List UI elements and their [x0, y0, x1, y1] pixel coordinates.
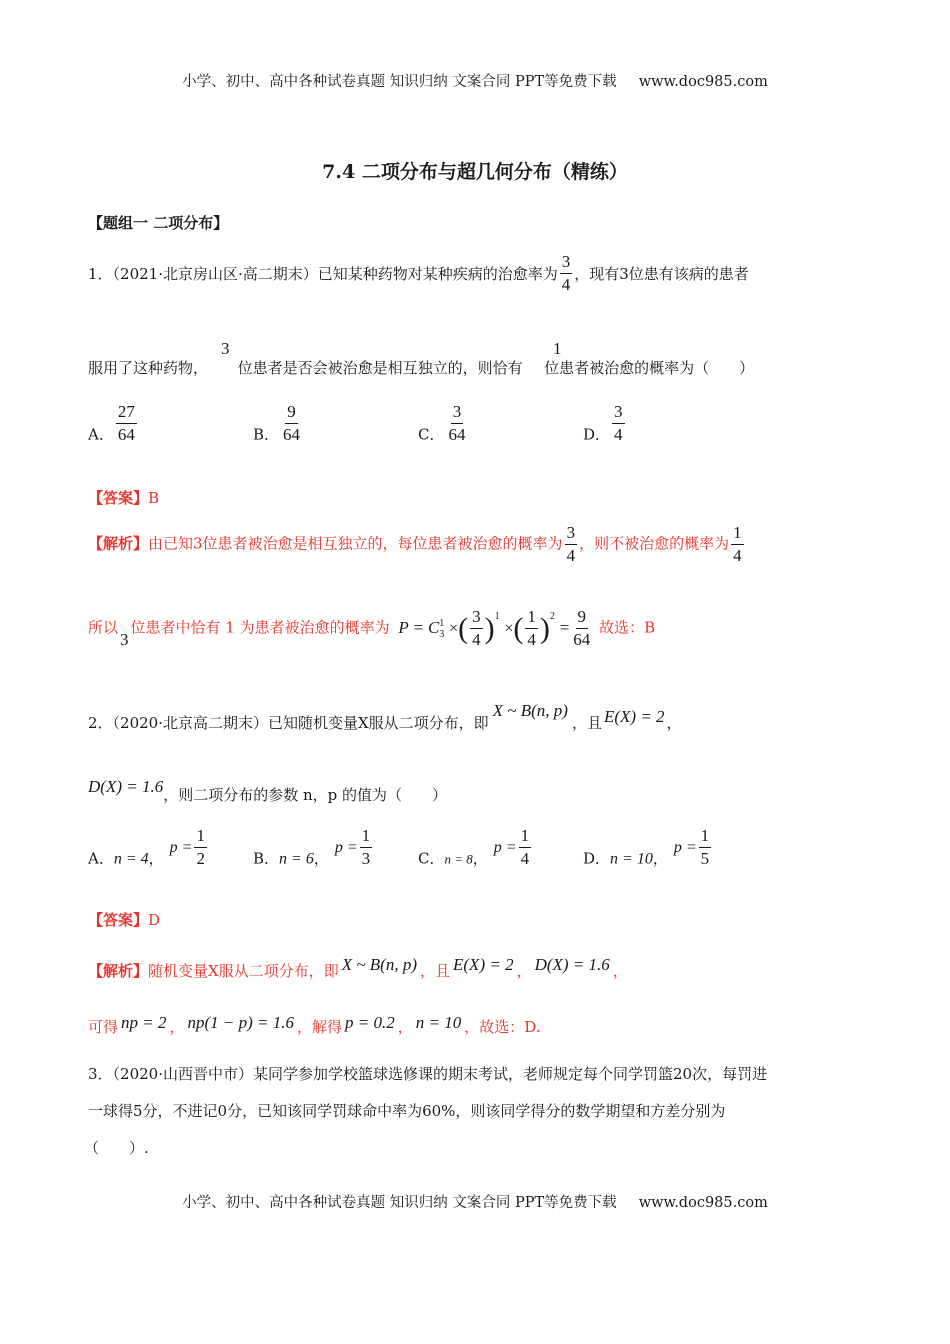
- q1-option-b-num: 9: [285, 402, 298, 424]
- page-title: 7.4 二项分布与超几何分布（精练）: [322, 161, 628, 183]
- q3-stem-line2: 一球得5分，不进记0分，已知该同学罚球命中率为60%，则该同学得分的数学期望和方差分别为: [88, 1102, 726, 1120]
- q1-analysis2-c: 故选：B: [599, 618, 656, 637]
- q1-line2-b: 位患者是否会被治愈是相互独立的，则恰有: [237, 359, 523, 377]
- q2-answer-tag: 【答案】: [88, 911, 149, 929]
- q2-analysis2-a: 可得: [88, 1018, 119, 1036]
- q1-formula-c-indices: [439, 618, 444, 640]
- q2-mid: ，且: [571, 714, 602, 732]
- q1-rate-den: 4: [561, 275, 571, 294]
- q2-answer: [88, 909, 160, 930]
- footer-site: www.doc985.com: [638, 1195, 768, 1211]
- header-text: 小学、初中、高中各种试卷真题 知识归纳 文案合同 PPT等免费下载: [182, 74, 617, 90]
- q1-analysis-line2: [88, 607, 655, 650]
- q1-option-c: [418, 402, 469, 445]
- q1-rate-fraction: [560, 252, 573, 295]
- q2-option-c-p: p =: [493, 838, 517, 856]
- q2-option-c-num: 1: [519, 826, 532, 848]
- q2-option-d-p: p =: [673, 838, 697, 856]
- q1-n3: 3: [221, 339, 230, 358]
- q1-option-a-label: A．: [88, 425, 114, 444]
- q2-option-a-sep: ，: [148, 849, 164, 868]
- q1-rate-num: 3: [560, 252, 573, 274]
- q2-option-d-num: 1: [699, 826, 712, 848]
- q1-option-d-den: 4: [614, 425, 623, 444]
- q2-analysis1-d: ，: [612, 962, 628, 980]
- q2-ex: E(X) = 2: [603, 707, 665, 726]
- q2-end: ，: [666, 714, 682, 732]
- q1-formula-res-den: 64: [573, 630, 591, 649]
- q1-answer-value: B: [148, 489, 160, 507]
- q1-analysis-line1: [88, 523, 746, 566]
- q3-stem-line3: （ ）.: [84, 1139, 149, 1157]
- q1-analysis1-frac1-num: 3: [565, 523, 578, 545]
- q1-line2-c: 位患者被治愈的概率为（ ）: [544, 359, 755, 377]
- q1-formula-f1-den: 4: [472, 630, 481, 649]
- q2-analysis2-d: ，: [397, 1018, 413, 1036]
- q2-dx: D(X) = 1.6: [88, 777, 164, 796]
- q2-option-c: [418, 826, 533, 869]
- q1-formula-c: C: [427, 617, 440, 637]
- q1-option-b-label: B．: [253, 425, 280, 444]
- q1-analysis1-frac1-den: 4: [566, 546, 576, 565]
- q2-stem-line1: [88, 701, 682, 733]
- q1-option-d-num: 3: [612, 402, 625, 424]
- q1-analysis1-frac2-den: 4: [733, 546, 742, 565]
- q1-option-d-fraction: [612, 402, 625, 445]
- q2-analysis1-a: 随机变量X服从二项分布，即: [148, 962, 339, 980]
- q2-option-b-p: p =: [334, 838, 358, 856]
- q1-analysis2-b: 位患者中恰有 1 为患者被治愈的概率为: [130, 618, 390, 637]
- q2-dist: X ~ B(n, p): [492, 701, 568, 720]
- q2-analysis1-ex: E(X) = 2: [453, 955, 514, 974]
- q2-option-a-den: 2: [196, 849, 205, 868]
- q1-option-a-num: 27: [116, 402, 137, 424]
- section-heading: 【题组一 二项分布】: [88, 214, 229, 232]
- q1-stem-line2: [88, 357, 754, 378]
- q1-formula-c-sub: 3: [439, 628, 445, 640]
- q1-option-c-num: 3: [451, 402, 464, 424]
- q1-formula-result: [571, 607, 592, 650]
- q1-formula-p: P: [398, 617, 409, 637]
- q1-analysis1-frac2: [731, 523, 744, 566]
- q1-formula: [398, 607, 599, 649]
- q2-option-b-den: 3: [361, 849, 371, 868]
- q3-stem-line1: 3．（2020·山西晋中市）某同学参加学校篮球选修课的期末考试，老师规定每个同学罚篮20次，每罚进: [88, 1065, 768, 1083]
- q1-analysis2-a: 所以: [88, 618, 119, 637]
- q2-analysis1-dist: X ~ B(n, p): [341, 955, 417, 974]
- q1-analysis2-n3: 3: [120, 629, 129, 649]
- q1-option-b-den: 64: [283, 425, 301, 444]
- q1-analysis1-a: 由已知3位患者被治愈是相互独立的，每位患者被治愈的概率为: [148, 534, 563, 553]
- q1-formula-lparen1: (: [458, 611, 469, 645]
- q1-formula-f2-num: 1: [525, 607, 538, 629]
- q1-formula-times1: ×: [449, 619, 459, 637]
- q1-answer-tag: 【答案】: [88, 489, 149, 507]
- q2-analysis2-c: ，解得: [297, 1018, 343, 1036]
- q2-option-b-fraction: [360, 826, 373, 869]
- q1-analysis1-frac2-num: 1: [731, 523, 744, 545]
- q1-formula-rparen2: ): [539, 611, 550, 645]
- q2-option-d-label: D．: [583, 849, 611, 868]
- page-header: [0, 70, 950, 91]
- q1-formula-f1-num: 3: [470, 607, 483, 629]
- q2-option-c-label: C．: [418, 849, 445, 868]
- q1-option-a: [88, 402, 139, 445]
- q2-option-b-sep: ，: [313, 849, 329, 868]
- q1-analysis1-b: ，则不被治愈的概率为: [579, 534, 730, 553]
- q1-option-b: [253, 402, 304, 445]
- q2-pre: 2．（2020·北京高二期末）已知随机变量X服从二项分布，即: [88, 714, 489, 732]
- q2-analysis2-e: ，故选：D.: [464, 1018, 541, 1036]
- footer-text: 小学、初中、高中各种试卷真题 知识归纳 文案合同 PPT等免费下载: [182, 1195, 617, 1211]
- q2-analysis1-c: ，: [516, 962, 532, 980]
- q2-stem-line2: [88, 777, 447, 805]
- q1-formula-eq2: =: [559, 617, 570, 637]
- q2-option-c-fraction: [519, 826, 532, 869]
- q1-formula-f2-den: 4: [527, 630, 536, 649]
- q2-option-d-fraction: [699, 826, 712, 869]
- q2-option-d: [583, 826, 713, 869]
- q1-formula-frac2: [525, 607, 538, 650]
- q1-formula-frac1: [470, 607, 483, 650]
- q1-formula-rparen1: ): [484, 611, 495, 645]
- q2-option-c-den: 4: [520, 849, 530, 868]
- q2-option-c-n: n = 8: [444, 851, 473, 867]
- q1-line2-a: 服用了这种药物，: [88, 359, 209, 377]
- q1-formula-c-sup: 1: [439, 617, 445, 629]
- q1-formula-exp1: 1: [494, 610, 500, 622]
- q2-option-a: [88, 826, 209, 869]
- q2-option-d-sep: ，: [652, 849, 668, 868]
- q2-analysis2-p: p = 0.2: [345, 1013, 395, 1032]
- q1-formula-eq: =: [413, 617, 424, 637]
- q2-option-d-den: 5: [700, 849, 710, 868]
- q2-analysis1-b: ，且: [420, 962, 451, 980]
- q1-formula-exp2: 2: [549, 610, 555, 622]
- q1-option-d: [583, 402, 627, 445]
- q2-option-b-n: n = 6: [279, 850, 314, 868]
- q2-option-d-n: n = 10: [610, 850, 653, 868]
- q2-analysis2-b: ，: [169, 1018, 185, 1036]
- q2-analysis2-np: np = 2: [121, 1013, 167, 1032]
- q2-analysis2-npq: np(1 − p) = 1.6: [187, 1013, 295, 1032]
- q1-post: ，现有3位患有该病的患者: [574, 265, 749, 283]
- q2-option-a-num: 1: [194, 826, 207, 848]
- q1-formula-lparen2: (: [513, 611, 524, 645]
- q1-analysis-tag: 【解析】: [88, 534, 149, 553]
- q2-option-b: [253, 826, 374, 869]
- q2-analysis-line2: [88, 1013, 541, 1037]
- q2-analysis-tag: 【解析】: [88, 962, 149, 980]
- q2-option-a-label: A．: [88, 849, 114, 868]
- page-footer: [0, 1191, 950, 1212]
- q2-line2: ，则二项分布的参数 n，p 的值为（ ）: [163, 786, 448, 804]
- q2-option-a-p: p =: [169, 838, 193, 856]
- q2-answer-value: D: [148, 911, 161, 929]
- q2-analysis2-n: n = 10: [415, 1013, 462, 1032]
- q2-option-a-fraction: [194, 826, 207, 869]
- q1-analysis1-frac1: [565, 523, 578, 566]
- q1-stem-line1: [88, 252, 749, 295]
- q1-option-c-den: 64: [448, 425, 466, 444]
- q2-option-b-num: 1: [360, 826, 373, 848]
- q1-option-c-fraction: [446, 402, 467, 445]
- q2-analysis-line1: [88, 955, 628, 981]
- q1-formula-times2: ×: [504, 619, 514, 637]
- q1-pre: 1．（2021·北京房山区·高二期末）已知某种药物对某种疾病的治愈率为: [88, 265, 558, 283]
- q1-option-a-fraction: [116, 402, 137, 445]
- header-site: www.doc985.com: [638, 74, 768, 90]
- q2-analysis1-dx: D(X) = 1.6: [534, 955, 610, 974]
- q2-option-c-sep: ，: [472, 849, 488, 868]
- q1-n1: 1: [553, 339, 562, 358]
- q2-option-b-label: B．: [253, 849, 280, 868]
- q1-answer: [88, 487, 159, 508]
- q1-option-c-label: C．: [418, 425, 445, 444]
- q1-option-d-label: D．: [583, 425, 611, 444]
- q2-option-a-n: n = 4: [113, 850, 149, 868]
- q1-option-b-fraction: [281, 402, 302, 445]
- q1-formula-res-num: 9: [576, 607, 589, 629]
- q1-option-a-den: 64: [117, 425, 135, 444]
